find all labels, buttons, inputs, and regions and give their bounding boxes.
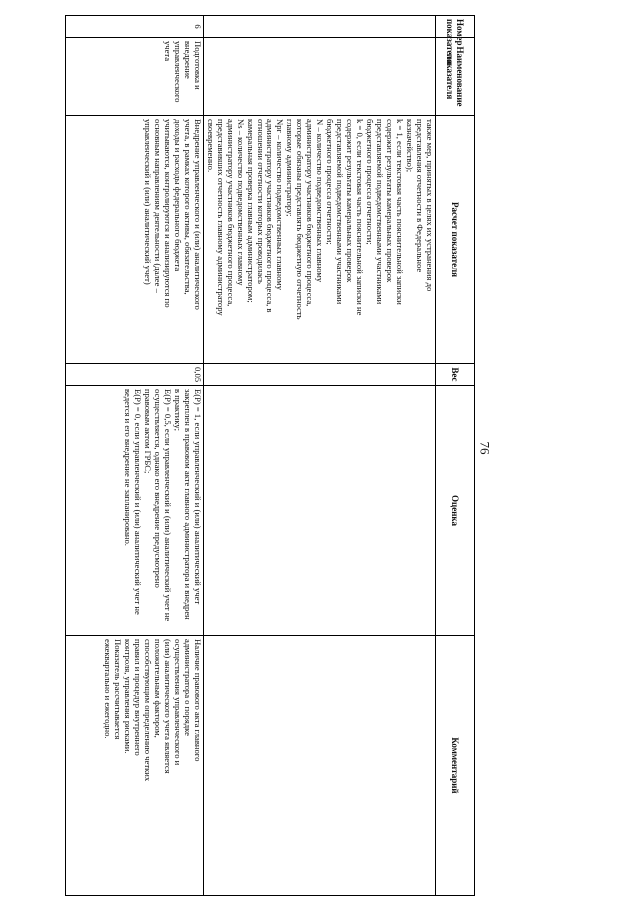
text-line: Ns – количество подведомственных главному — [235, 119, 246, 286]
text-line: закреплен в правовом акте главного администратора и внедрен — [182, 389, 193, 620]
text-line: учитываются, контролируются и анализируются по — [162, 119, 173, 308]
text-line: (или) аналитического учета является — [162, 639, 173, 774]
text-line: учета, в рамках которого активы, обязательства, — [182, 119, 193, 295]
row-name: Подготовка и внедрение управленческого учета — [66, 38, 204, 116]
row-weight: 0,05 — [66, 364, 204, 386]
text-line: содержит результаты камеральных проверок — [345, 119, 356, 283]
row-comment — [66, 636, 204, 896]
text-line: представивших отчетность главному администратору — [215, 119, 226, 316]
row-number: 6 — [66, 16, 204, 38]
header-number: Номер показателя — [436, 16, 475, 38]
text-line: Показатель рассчитывается — [112, 639, 123, 740]
text-line: правовым актом ГРБС; — [142, 389, 153, 474]
text-line: Внедрение управленческого и (или) аналитического — [192, 119, 203, 310]
header-weight: Вес — [436, 364, 475, 386]
text-line: способствующим определению четких — [142, 639, 153, 782]
text-line: N – количество подведомственных главному — [315, 119, 326, 283]
text-line: Наличие правового акта главного — [192, 639, 203, 762]
row-score — [66, 386, 204, 636]
text-line: Nрг – количество подведомственных главному — [275, 119, 286, 290]
text-line: E(P) = 1, если управленческий и (или) аналитический учет — [192, 389, 203, 605]
indicator-table — [65, 15, 475, 896]
table-row — [66, 16, 204, 896]
text-line: E(P) = 0,5, если управленческий и (или) аналитический учет не — [162, 389, 173, 622]
text-line: администратору участников бюджетного процесса, — [305, 119, 316, 307]
text-line: представления отчетности в Федеральное — [415, 119, 426, 273]
text-line: E(P) = 0, если управленческий и (или) аналитический учет не — [132, 389, 143, 615]
text-line: отношении отчетности которых проводилась — [255, 119, 266, 284]
text-line: основным направлениям деятельности (далее – — [152, 119, 163, 293]
text-line: контроля, управления рисками. — [122, 639, 133, 754]
text-line: осуществления управленческого и — [172, 639, 183, 766]
row-calc — [203, 116, 435, 364]
text-line: бюджетного процесса отчетности; — [365, 119, 376, 245]
header-calc: Расчет показателя — [436, 116, 475, 364]
header-comment: Комментарий — [436, 636, 475, 896]
row-calc — [66, 116, 204, 364]
row-number — [203, 16, 435, 38]
row-comment — [203, 636, 435, 896]
row-score — [203, 386, 435, 636]
text-line: k = 0, если текстовая часть пояснительной записки не — [355, 119, 366, 316]
text-line: администратору участников бюджетного процесса, — [225, 119, 236, 307]
text-line: администратору участников бюджетного процесса, в — [265, 119, 276, 313]
table-row — [203, 16, 435, 896]
text-line: представляемой подведомственными участниками — [375, 119, 386, 305]
text-line: камеральная проверка главным администратором; — [245, 119, 256, 303]
text-line: k = 1, если текстовая часть пояснительной записки — [395, 119, 406, 305]
page-number: 76 — [477, 441, 493, 455]
text-line: управленческий и (или) аналитический учет) — [142, 119, 153, 285]
text-line: также мер, принятых в целях их устранения до — [425, 119, 435, 292]
text-line: представляемой подведомственными участниками — [335, 119, 346, 305]
text-line: казначейство); — [405, 119, 416, 173]
text-line: осуществляется, однако его внедрение предусмотрено — [152, 389, 163, 588]
text-line: бюджетного процесса отчетности; — [325, 119, 336, 245]
header-name: Наименование показателя — [436, 38, 475, 116]
table-header-row — [436, 16, 475, 896]
row-name — [203, 38, 435, 116]
header-score: Оценка — [436, 386, 475, 636]
text-line: доходы и расходы федерального бюджета — [172, 119, 183, 272]
text-line: которые обязаны представлять бюджетную отчетность — [295, 119, 306, 320]
text-line: правил и процедур внутреннего — [132, 639, 143, 756]
text-line: главному администратору; — [285, 119, 296, 217]
text-line: администратора о порядке — [182, 639, 193, 736]
text-line: ведется и его внедрение не запланировано. — [122, 389, 133, 546]
row-weight — [203, 364, 435, 386]
text-line: содержит результаты камеральных проверок — [385, 119, 396, 283]
text-line: в практику; — [172, 389, 183, 431]
text-line: ежеквартально и ежегодно. — [103, 639, 113, 739]
text-line: своевременно. — [205, 119, 216, 173]
text-line: положительным фактором, — [152, 639, 163, 738]
rotated-page — [65, 15, 475, 895]
